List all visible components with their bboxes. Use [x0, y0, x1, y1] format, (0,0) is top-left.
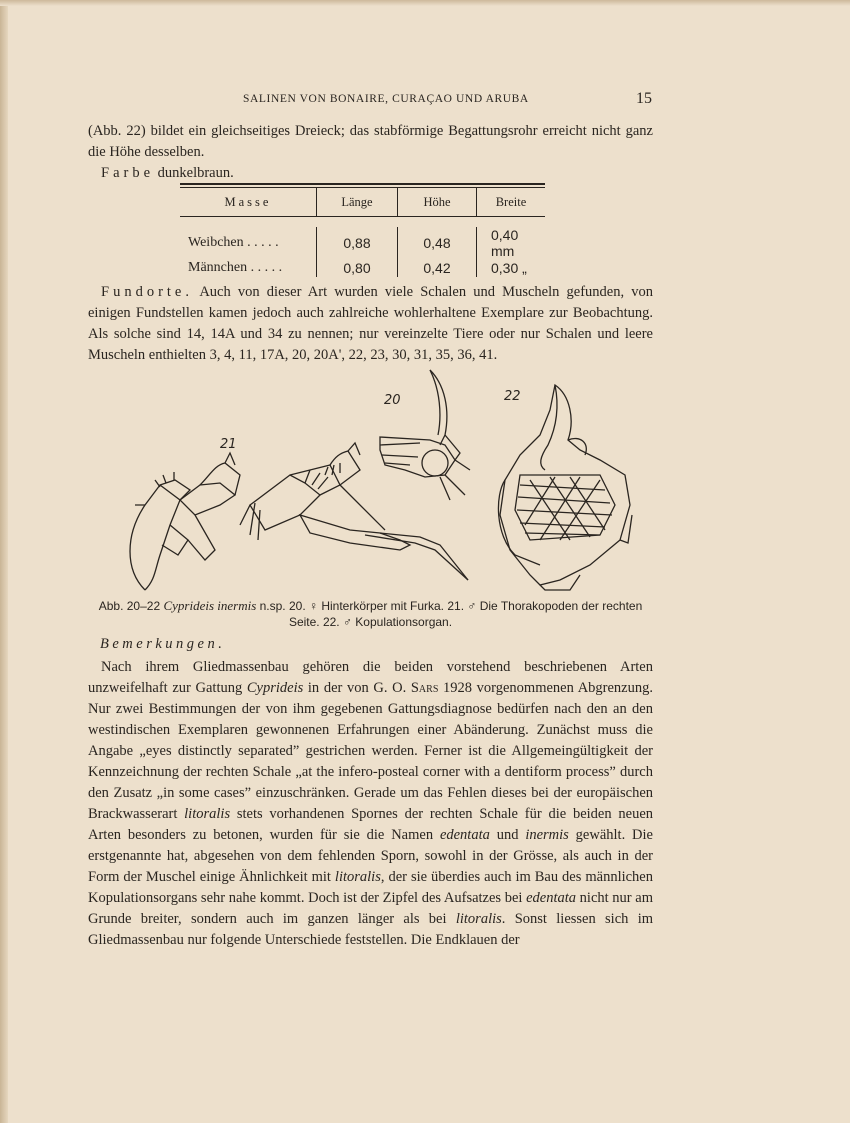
fundorte-paragraph — [88, 282, 653, 366]
row-label: Weibchen . . . . . — [188, 235, 279, 250]
species-name: edentata — [526, 890, 577, 906]
figure-drawings — [100, 365, 660, 595]
body-text: , der sie überdies auch im Bau des männlichen Kopulationsorgans sehr nahe kommt. Doch ist der Zipfel des Aufsatzes bei — [88, 869, 653, 906]
caption-prefix: Abb. 20–22 — [98, 599, 164, 613]
species-name: litoralis — [455, 911, 502, 927]
header-laenge: Länge — [317, 188, 398, 217]
section-heading: Bemerkungen. — [100, 636, 226, 652]
body-text: in der von G. O. — [303, 680, 411, 696]
row-label: Männchen . . . . . — [188, 260, 283, 275]
cell-breite: 0,30 „ — [477, 259, 546, 277]
running-title: SALINEN VON BONAIRE, CURAÇAO UND ARUBA — [243, 93, 529, 105]
header-breite: Breite — [477, 188, 546, 217]
body-text: stets vorhandenen Spornes der rechten Schale für die beiden neuen Arten besonders zu betonen, wurden für sie die Namen — [88, 806, 654, 843]
caption-species: Cyprideis inermis — [163, 598, 257, 613]
genus-name: Cyprideis — [246, 680, 304, 696]
caption-text: n.sp. 20. ♀ Hinterkörper mit Furka. 21. ♂ Die Thorakopoden der rechten Seite. 22. ♂ Kopulationsorgan. — [256, 599, 643, 629]
cell-hoehe: 0,42 — [398, 259, 477, 277]
figure-21-thoracopods — [130, 443, 468, 590]
figure-20-furca — [380, 370, 470, 500]
species-name: inermis — [525, 827, 569, 843]
page-edge-top — [0, 0, 850, 6]
fundorte-text: Auch von dieser Art wurden viele Schalen und Muscheln gefunden, von einigen Fundstellen kamen jedoch auch zahlreiche wohlerhaltene Exemplare zur Beobachtung. Als solche sind 14, 14A und 34 zu nennen; nur vereinzelte Tiere oder nur Schalen und leere Muscheln enthielten 3, 4, 11, 17A, 20, 20A', 22, 23, 30, 31, 35, 36, 41. — [88, 284, 653, 363]
figure-illustration — [100, 365, 660, 595]
species-name: edentata — [439, 827, 490, 843]
figure-21-label: 21 — [220, 437, 237, 452]
body-text: gewählt. Die erstgenannte hat, abgesehen von dem fehlenden Sporn, sowohl in der Grösse, als auch in der Form der Muschel einige Ähnlichkeit mit — [88, 827, 653, 885]
body-text: und — [489, 827, 526, 843]
page-number: 15 — [636, 90, 652, 107]
page-edge — [0, 0, 8, 1123]
cell-laenge: 0,88 — [317, 227, 398, 259]
intro-text: (Abb. 22) bildet ein gleichseitiges Dreieck; das stabförmige Begattungsrohr erreicht nicht ganz die Höhe desselben. — [88, 123, 653, 160]
cell-hoehe: 0,48 — [398, 227, 477, 259]
body-text: nicht nur am Grunde breiter, sondern auch im ganzen länger als bei — [88, 890, 653, 927]
cell-breite: 0,40 mm — [477, 227, 546, 259]
body-text: . Sonst liessen sich im Gliedmassenbau nur folgende Unterschiede feststellen. Die Endklauen der — [88, 911, 654, 948]
body-text: 1928 vorgenommenen Abgrenzung. Nur zwei Bestimmungen der von ihm gegebenen Gattungsdiagnose bedürfen nach den an den westindischen Exemplaren gewonnenen Erfahrungen einer Abänderung. Zunächst muss die Angabe „eyes distinctly separated” gestrichen werden. Ferner ist die Allgemeingültigkeit der Kennzeichnung der rechten Schale „at the infero-posteal corner with a dentiform process” durch den Zusatz „in some cases” einzuschränken. Gerade um das Fehlen dieses bei der europäischen Brackwasserart — [88, 680, 653, 822]
body-text: Nach ihrem Gliedmassenbau gehören die beiden vorstehend beschriebenen Arten unzweifelhaft zur Gattung — [88, 659, 653, 696]
author-name: Sars — [410, 680, 439, 696]
table-row — [180, 227, 545, 259]
bemerkungen-paragraph — [88, 657, 653, 951]
species-name: litoralis — [334, 869, 381, 885]
figure-caption — [88, 598, 653, 630]
measurements-table — [180, 183, 545, 277]
farbe-value: dunkelbraun. — [154, 165, 234, 181]
figure-22-label: 22 — [504, 389, 521, 404]
species-name: litoralis — [184, 806, 231, 822]
table-row — [180, 259, 545, 277]
header-hoehe: Höhe — [398, 188, 477, 217]
figure-22-copulatory-organ — [498, 385, 632, 590]
fundorte-label: Fundorte. — [101, 284, 193, 300]
farbe-label: Farbe — [101, 165, 155, 181]
figure-20-label: 20 — [384, 393, 401, 408]
intro-paragraph — [88, 121, 653, 184]
cell-laenge: 0,80 — [317, 259, 398, 277]
header-masse: Masse — [224, 194, 272, 209]
